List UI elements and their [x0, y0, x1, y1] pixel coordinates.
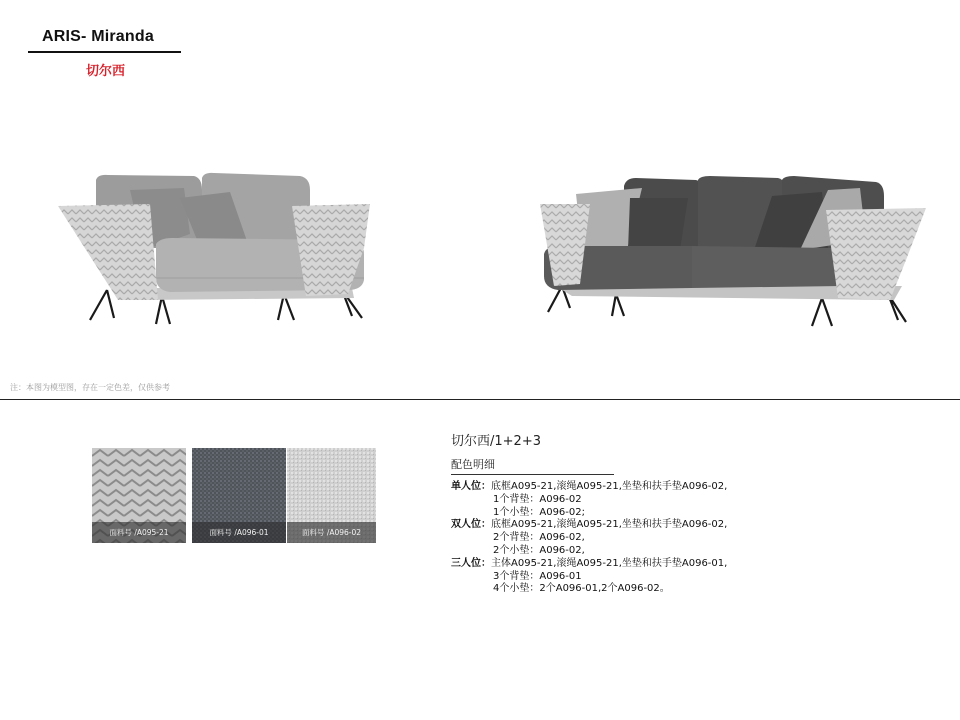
spec-text: 3个背垫：A096-01 — [493, 570, 582, 582]
spec-title: 切尔西/1+2+3 — [451, 434, 541, 449]
product-subtitle: 切尔西 — [86, 64, 126, 79]
spec-line — [451, 532, 727, 545]
color-detail-list — [451, 481, 727, 596]
spec-line — [451, 583, 727, 596]
spec-line — [451, 558, 727, 571]
fabric-swatch-a096-01 — [192, 448, 286, 543]
loveseat-image — [52, 168, 378, 328]
section-divider — [0, 399, 960, 400]
spec-key: 双人位： — [451, 519, 491, 531]
spec-subtitle: 配色明细 — [451, 458, 495, 471]
spec-text: 1个小垫：A096-02; — [493, 506, 585, 518]
spec-underline — [451, 474, 614, 475]
spec-line — [451, 545, 727, 558]
spec-text: 底框A095-21,滚绳A095-21,坐垫和扶手垫A096-02, — [491, 519, 728, 531]
spec-text: 底框A095-21,滚绳A095-21,坐垫和扶手垫A096-02, — [491, 481, 728, 492]
brand-title: ARIS- Miranda — [42, 28, 154, 45]
disclaimer-note: 注：本图为模型图，存在一定色差，仅供参考 — [10, 383, 170, 392]
swatch-label: 面料号 /A096-01 — [192, 522, 286, 543]
spec-text: 主体A095-21,滚绳A095-21,坐垫和扶手垫A096-01, — [491, 557, 728, 569]
spec-text: 2个小垫：A096-02, — [493, 544, 585, 556]
spec-line — [451, 507, 727, 520]
brand-underline — [28, 51, 181, 53]
swatch-label: 面料号 /A095-21 — [92, 522, 186, 543]
spec-text: 2个背垫：A096-02, — [493, 532, 585, 544]
fabric-swatch-a095-21 — [92, 448, 186, 543]
spec-text: 1个背垫：A096-02 — [493, 493, 582, 505]
three-seat-sofa-image — [532, 170, 936, 335]
spec-line — [451, 571, 727, 584]
spec-key: 三人位： — [451, 557, 491, 569]
fabric-swatch-a096-02 — [287, 448, 376, 543]
swatch-label: 面料号 /A096-02 — [287, 522, 376, 543]
spec-text: 4个小垫：2个A096-01,2个A096-02。 — [493, 583, 670, 595]
spec-line — [451, 494, 727, 507]
spec-line — [451, 481, 727, 494]
spec-line — [451, 519, 727, 532]
spec-key: 单人位： — [451, 481, 491, 492]
